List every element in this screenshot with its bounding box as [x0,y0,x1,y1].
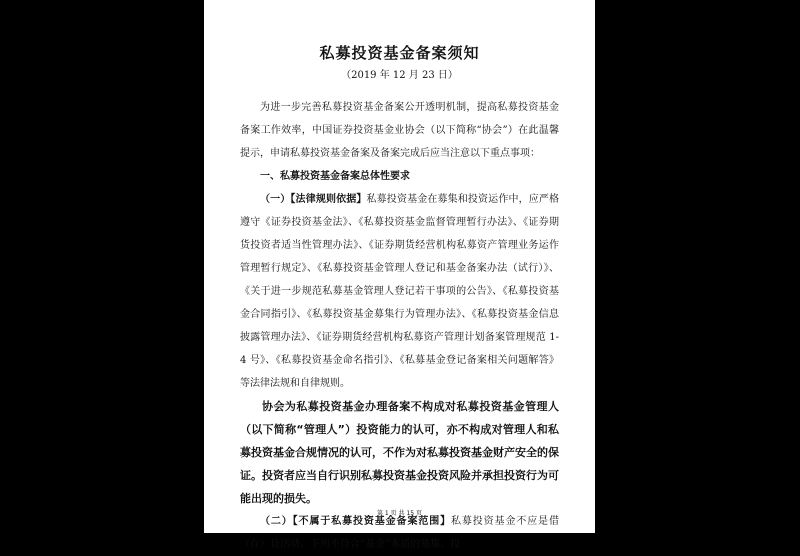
section-heading: 一、私募投资基金备案总体性要求 [260,171,410,182]
item-1-label: （一）【法律规则依据】 [260,194,367,205]
item-2-label: （二）【不属于私募投资基金备案范围】 [260,516,451,527]
document-date: （2019 年 12 月 23 日） [341,70,458,81]
item-2-text: 私募投资基金不应是借（存）贷活动。下列不符合“基金”本质的募集、投 [240,516,559,550]
intro-paragraph: 为进一步完善私募投资基金备案公开透明机制，提高私募投资基金备案工作效率，中国证券投资基金业协会（以下简称“协会”）在此温馨提示，申请私募投资基金备案及备案完成后应当注意以下重点事项： [240,102,559,159]
document-page[interactable] [204,0,595,550]
item-1-text: 私募投资基金在募集和投资运作中，应严格遵守《证券投资基金法》、《私募投资基金监督管理暂行办法》、《证券期货投资者适当性管理办法》、《证券期货经营机构私募资产管理业务运作管理暂行规定》、《私募投资基金管理人登记和基金备案办法（试行）》、《关于进一步规范私募基金管理人登记若干事项的公告》、《私募投资基金合同指引》、《私募投资基金募集行为管理办法》、《私募投资基金信息披露管理办法》、《证券期货经营机构私募资产管理计划备案管理规范 1-4 号》、《私募投资基金命名指引》、《私募基金登记备案相关问题解答》等法律法规和自律规则。 [240,194,560,389]
document-body [240,96,559,556]
bold-paragraph: 协会为私募投资基金办理备案不构成对私募投资基金管理人（以下简称“管理人”）投资能力的认可，亦不构成对管理人和私募投资基金合规情况的认可，不作为对私募投资基金财产安全的保证。投资者应当自行识别私募投资基金投资风险并承担投资行为可能出现的损失。 [240,400,559,505]
document-title: 私募投资基金备案须知 [319,44,480,62]
page-indicator: 第 1 页 共 15 页 [377,510,422,517]
item-1-paragraph [240,188,559,395]
